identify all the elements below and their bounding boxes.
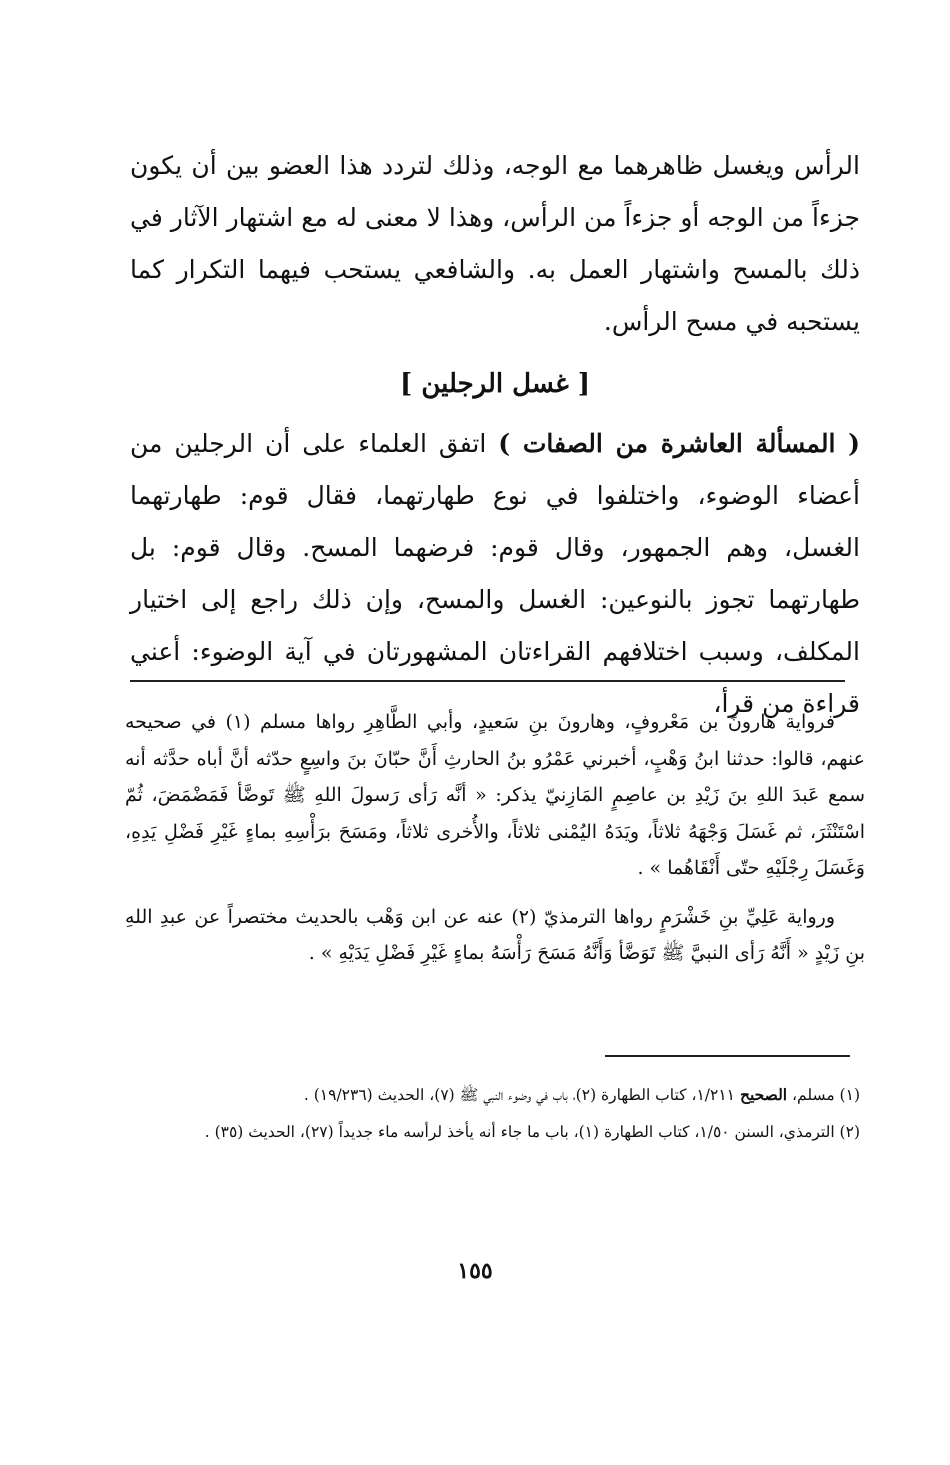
- footnote-divider: [605, 1055, 850, 1057]
- footnote-1-start: (١) مسلم،: [787, 1086, 860, 1104]
- issue-title: ( المسألة العاشرة من الصفات ): [498, 429, 860, 458]
- footnote-1: [130, 1080, 860, 1110]
- footnotes: [130, 1080, 860, 1155]
- section-heading: [ غسل الرجلين ]: [399, 369, 591, 399]
- page-number: ١٥٥: [457, 1258, 493, 1284]
- main-paragraph-2: [130, 418, 860, 730]
- hadith-paragraph-2: ورواية عَلِيِّ بنِ خَشْرَمٍ رواها الترمذيّ (٢) عنه عن ابن وَهْب بالحديث مختصراً عن عبدِ اللهِ بنِ زَيْدٍ « أَنَّهُ رَأى النبيَّ ﷺ تَوَضَّأ وَأَنَّهُ مَسَحَ رَأْسَهُ بماءٍ غَيْرِ فَضْلِ يَدَيْهِ » .: [125, 905, 865, 964]
- main-text: [130, 140, 860, 730]
- text-divider: [130, 680, 845, 682]
- hadith-block: [125, 704, 865, 984]
- hadith-paragraph-1: فرواية هارونَ بن مَعْروفٍ، وهارونَ بنِ سَعيدٍ، وأبي الطَّاهِرِ رواها مسلم (١) في صحيحه عنهم، قالوا: حدثنا ابنُ وَهْبٍ، أخبرني عَمْرُو بنُ الحارثِ أَنَّ حبّانَ بنَ واسِعٍ حدّثه أنَّ أباه حدَّثه أنه سمع عَبدَ اللهِ بنَ زَيْدِ بن عاصِمٍ المَازِنيّ يذكر: « أنَّه رَأى رَسولَ اللهِ ﷺ تَوضَّأ فَمَضْمَضَ، ثُمّ اسْتَنْثَرَ، ثم غَسَلَ وَجْهَهُ ثلاثاً، ويَدَهُ اليُمْنى ثلاثاً، والأُخرى ثلاثاً، ومَسَحَ برَأْسِهِ بماءٍ غَيْرِ فَضْلِ يَدِهِ، وَغَسَلَ رِجْلَيْهِ حتّى أَنْقَاهُما » .: [125, 711, 865, 879]
- footnote-1-rest: ١/٢١١، كتاب الطهارة (٢)، باب في وضوء النبي ﷺ (٧)، الحديث (١٩/٢٣٦) .: [303, 1086, 740, 1104]
- main-paragraph-2-text: اتفق العلماء على أن الرجلين من أعضاء الوضوء، واختلفوا في نوع طهارتهما، فقال قوم: طهارتهما الغسل، وهم الجمهور، وقال قوم: فرضهما المسح. وقال قوم: بل طهارتهما تجوز بالنوعين: الغسل والمسح، وإن ذلك راجع إلى اختيار المكلف، وسبب اختلافهم القراءتان المشهورتان في آية الوضوء: أعني قراءة من قرأ،: [130, 429, 860, 718]
- main-paragraph-1: الرأس ويغسل ظاهرهما مع الوجه، وذلك لتردد هذا العضو بين أن يكون جزءاً من الوجه أو جزءاً من الرأس، وهذا لا معنى له مع اشتهار الآثار في ذلك بالمسح واشتهار العمل به. والشافعي يستحب فيهما التكرار كما يستحبه في مسح الرأس.: [130, 151, 860, 336]
- footnote-1-book-title: الصحيح: [739, 1085, 788, 1104]
- footnote-2: (٢) الترمذي، السنن ١/٥٠، كتاب الطهارة (١)، باب ما جاء أنه يأخذ لرأسه ماء جديداً (٢٧)، الحديث (٣٥) .: [204, 1123, 860, 1141]
